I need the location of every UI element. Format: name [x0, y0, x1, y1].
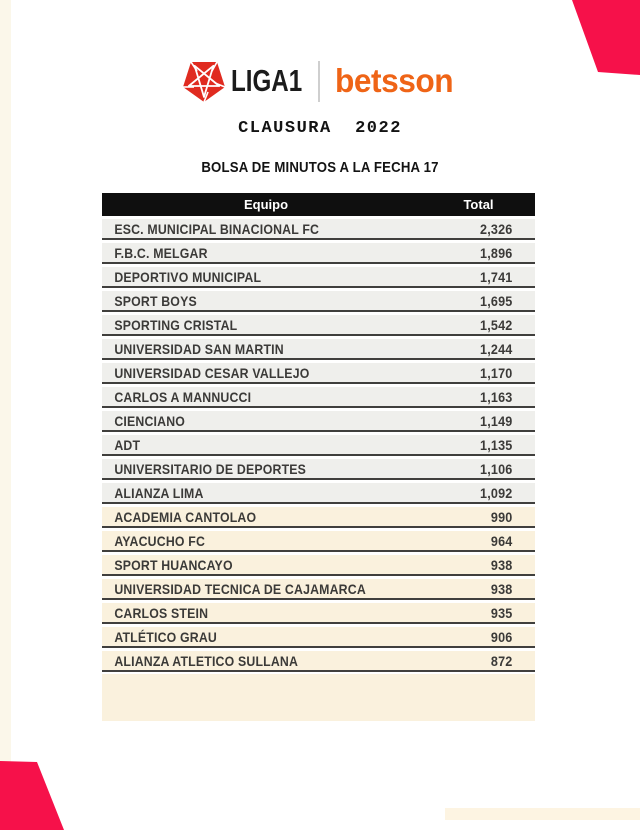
total-cell: 872: [490, 652, 513, 669]
table-row: [102, 459, 535, 480]
total-cell: 938: [490, 580, 513, 597]
liga1-crest-icon: [182, 58, 226, 104]
total-cell: 938: [490, 556, 513, 573]
table-row: [102, 291, 535, 312]
bottom-right-stripe: [445, 808, 640, 820]
table-row: [102, 507, 535, 528]
table-row: [102, 363, 535, 384]
total-cell: 1,244: [480, 340, 513, 357]
team-name-cell: UNIVERSIDAD TECNICA DE CAJAMARCA: [114, 580, 366, 597]
total-cell: 906: [490, 628, 513, 645]
team-name-cell: DEPORTIVO MUNICIPAL: [114, 268, 262, 285]
season-title: CLAUSURA 2022: [238, 119, 402, 138]
team-name-cell: ALIANZA LIMA: [114, 484, 204, 501]
logo-row: [0, 56, 640, 106]
team-name-cell: ALIANZA ATLETICO SULLANA: [114, 652, 299, 669]
total-cell: 964: [490, 532, 513, 549]
corner-accent-bottom-left-icon: [0, 754, 70, 830]
table-footer-spacer: [102, 674, 535, 721]
team-name-cell: AYACUCHO FC: [114, 532, 206, 549]
table-row: [102, 627, 535, 648]
team-name-cell: SPORTING CRISTAL: [114, 316, 238, 333]
team-name-cell: UNIVERSITARIO DE DEPORTES: [114, 460, 307, 477]
total-cell: 1,695: [480, 292, 513, 309]
table-row: [102, 315, 535, 336]
total-cell: 2,326: [480, 220, 513, 237]
table-row: [102, 651, 535, 672]
team-name-cell: SPORT BOYS: [114, 292, 197, 309]
team-name-cell: ATLÉTICO GRAU: [114, 628, 217, 645]
liga1-logo-text: LIGA1: [230, 63, 303, 98]
page-title: BOLSA DE MINUTOS A LA FECHA 17: [201, 159, 439, 176]
team-name-cell: ADT: [114, 436, 141, 453]
team-name-cell: CARLOS STEIN: [114, 604, 209, 621]
table-row: [102, 219, 535, 240]
team-name-cell: CARLOS A MANNUCCI: [114, 388, 252, 405]
team-name-cell: UNIVERSIDAD SAN MARTIN: [114, 340, 284, 357]
table-row: [102, 267, 535, 288]
team-name-cell: SPORT HUANCAYO: [114, 556, 233, 573]
team-name-cell: UNIVERSIDAD CESAR VALLEJO: [114, 364, 310, 381]
betsson-logo-text: betsson: [335, 62, 454, 99]
team-name-cell: ACADEMIA CANTOLAO: [114, 508, 257, 525]
column-header-total: Total: [463, 197, 494, 212]
total-cell: 1,896: [480, 244, 513, 261]
team-name-cell: CIENCIANO: [114, 412, 186, 429]
table-row: [102, 531, 535, 552]
table-row: [102, 435, 535, 456]
table-row: [102, 339, 535, 360]
team-name-cell: ESC. MUNICIPAL BINACIONAL FC: [114, 220, 320, 237]
table-row: [102, 555, 535, 576]
column-header-equipo: Equipo: [243, 197, 289, 212]
table-row: [102, 483, 535, 504]
logo-divider: [318, 61, 320, 102]
total-cell: 1,135: [480, 436, 513, 453]
table-header-row: [102, 193, 535, 216]
total-cell: 990: [490, 508, 513, 525]
total-cell: 1,170: [480, 364, 513, 381]
total-cell: 1,106: [480, 460, 513, 477]
table-row: [102, 243, 535, 264]
total-cell: 1,542: [480, 316, 513, 333]
minutes-table: [102, 193, 535, 721]
table-row: [102, 387, 535, 408]
total-cell: 935: [490, 604, 513, 621]
table-row: [102, 411, 535, 432]
team-name-cell: F.B.C. MELGAR: [114, 244, 208, 261]
total-cell: 1,149: [480, 412, 513, 429]
table-row: [102, 603, 535, 624]
total-cell: 1,741: [480, 268, 513, 285]
table-body: [102, 219, 535, 672]
table-row: [102, 579, 535, 600]
total-cell: 1,163: [480, 388, 513, 405]
total-cell: 1,092: [480, 484, 513, 501]
